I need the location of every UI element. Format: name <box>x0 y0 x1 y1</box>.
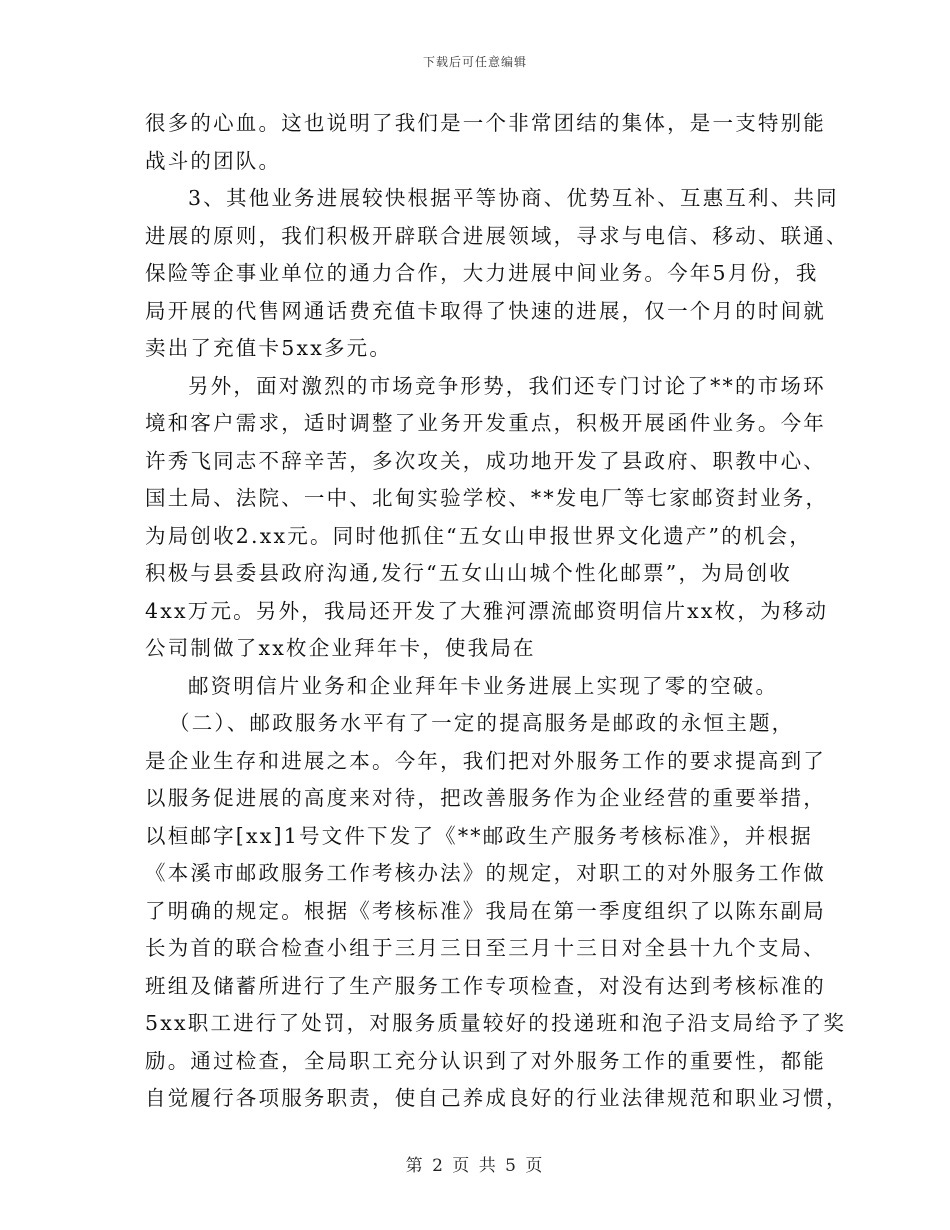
body-line: 卖出了充值卡5xx多元。 <box>145 336 393 360</box>
body-line: 局开展的代售网通话费充值卡取得了快速的进展，仅一个月的时间就 <box>145 298 826 323</box>
page-header: 下载后可任意编辑 <box>422 55 527 69</box>
body-line: 5xx职工进行了处罚，对服务质量较好的投递班和泡子沿支局给予了奖 <box>145 1011 847 1035</box>
body-line: 公司制做了xx枚企业拜年卡，使我局在 <box>145 636 536 660</box>
body-line: 是企业生存和进展之本。今年，我们把对外服务工作的要求提高到了 <box>145 748 826 773</box>
body-line: 境和客户需求，适时调整了业务开发重点，积极开展函件业务。今年 <box>145 411 826 435</box>
body-line: 励。通过检查，全局职工充分认识到了对外服务工作的重要性，都能 <box>145 1048 826 1073</box>
body-line: 战斗的团队。 <box>145 148 282 173</box>
paragraph-start-line: 3、其他业务进展较快根据平等协商、优势互补、互惠互利、共同 <box>188 186 839 210</box>
body-line: 了明确的规定。根据《考核标准》我局在第一季度组织了以陈东副局 <box>145 898 826 923</box>
body-line: 以桓邮字[xx]1号文件下发了《**邮政生产服务考核标准》，并根据 <box>145 823 814 848</box>
document-body <box>145 105 849 1118</box>
paragraph-start-line: 邮资明信片业务和企业拜年卡业务进展上实现了零的空破。 <box>188 673 779 698</box>
paragraph-start-line: 另外，面对激烈的市场竞争形势，我们还专门讨论了**的市场环 <box>188 373 826 398</box>
body-line: 国土局、法院、一中、北甸实验学校、**发电厂等七家邮资封业务， <box>145 486 829 510</box>
body-line: 长为首的联合检查小组于三月三日至三月十三日对全县十九个支局、 <box>145 936 826 960</box>
body-line: 许秀飞同志不辞辛苦，多次攻关，成功地开发了县政府、职教中心、 <box>145 448 826 473</box>
body-line: 自觉履行各项服务职责，使自己养成良好的行业法律规范和职业习惯， <box>145 1086 849 1110</box>
body-line: 保险等企事业单位的通力合作，大力进展中间业务。今年5月份，我 <box>145 261 819 285</box>
body-line: 很多的心血。这也说明了我们是一个非常团结的集体，是一支特别能 <box>145 111 826 135</box>
body-line: 4xx万元。另外，我局还开发了大雅河漂流邮资明信片xx枚，为移动 <box>145 598 829 623</box>
body-line: 积极与县委县政府沟通,发行“五女山山城个性化邮票”，为局创收 <box>145 561 792 585</box>
body-line: 为局创收2.xx元。同时他抓住“五女山申报世界文化遗产”的机会， <box>145 523 813 548</box>
body-line: 《本溪市邮政服务工作考核办法》的规定，对职工的对外服务工作做 <box>145 861 826 885</box>
body-line: 以服务促进展的高度来对待，把改善服务作为企业经营的重要举措， <box>145 786 826 810</box>
paragraph-start-line: （二）、邮政服务水平有了一定的提高服务是邮政的永恒主题， <box>169 711 795 735</box>
page-number: 第 2 页 共 5 页 <box>405 1156 545 1176</box>
body-line: 班组及储蓄所进行了生产服务工作专项检查，对没有达到考核标准的 <box>145 973 826 998</box>
body-line: 进展的原则，我们积极开辟联合进展领域，寻求与电信、移动、联通、 <box>145 223 849 248</box>
